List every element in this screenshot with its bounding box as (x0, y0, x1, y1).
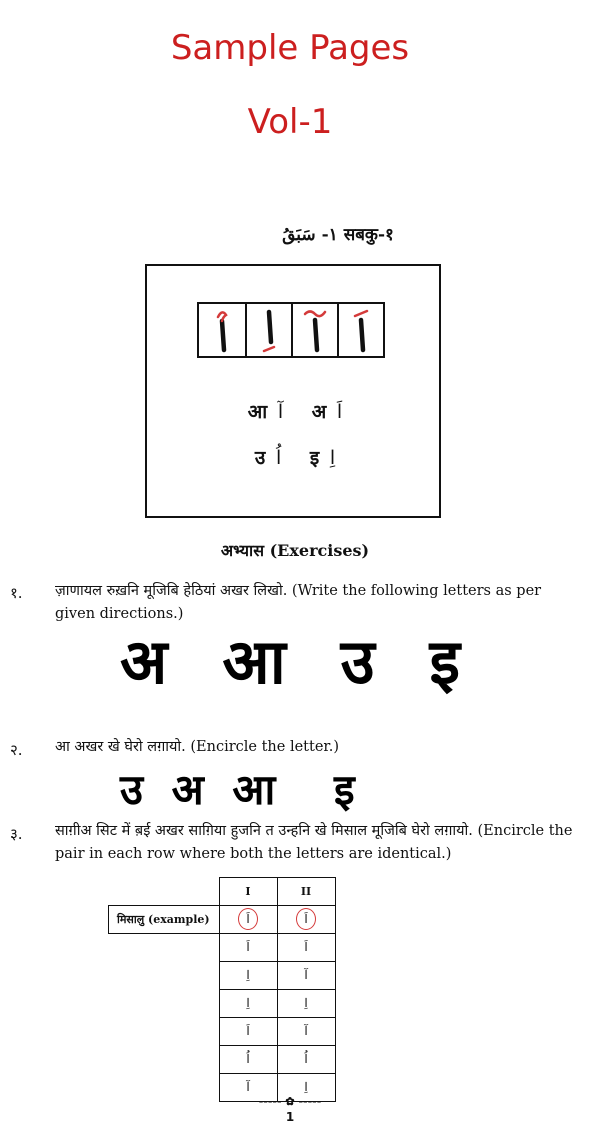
volume-title: Vol-1 (247, 102, 333, 142)
pair-line-2 (147, 444, 443, 470)
pair-cell[interactable]: اَ (219, 933, 277, 961)
pair-cell[interactable]: اِ (277, 1073, 335, 1101)
pair-cell[interactable]: آ (277, 961, 335, 989)
pair-cell[interactable]: اَ (277, 933, 335, 961)
question-3-number: ३. (10, 825, 23, 843)
pair-table (108, 877, 336, 1102)
column-header: I (219, 878, 277, 906)
pair-cell[interactable]: اَ (219, 1017, 277, 1045)
letter-cell (245, 304, 291, 356)
pair-cell[interactable]: اِ (219, 961, 277, 989)
question-1-number: १. (10, 584, 23, 602)
pair-cell[interactable]: آ (277, 1017, 335, 1045)
question-2-letters (120, 760, 380, 817)
encircle-letter: अ (171, 765, 204, 814)
question-2-number: २. (10, 741, 23, 759)
arabic-letter: آ (277, 401, 284, 423)
alif-madd-glyph (295, 306, 335, 354)
column-header: II (277, 878, 335, 906)
arabic-letter: اِ (329, 447, 336, 469)
arabic-letter: اَ (336, 401, 343, 423)
alif-zabar-glyph (341, 306, 381, 354)
letter-cell (291, 304, 337, 356)
circled-letter: اَ (296, 908, 316, 930)
practice-letter: अ (120, 625, 168, 698)
pair-cell[interactable]: اِ (219, 989, 277, 1017)
arabic-letter: اُ (275, 447, 282, 469)
deva-letter: उ (254, 447, 268, 469)
question-2-text: आ अखर खे घेरो लग़ायो. (Encircle the letter.) (55, 739, 340, 755)
arabic-letter-row (197, 302, 385, 358)
encircle-letter: उ (120, 765, 144, 814)
sample-pages-title: Sample Pages (170, 28, 410, 68)
letter-cell (199, 304, 245, 356)
exercises-heading: अभ्यास (Exercises) (220, 541, 370, 560)
encircle-letter: आ (232, 765, 276, 814)
table-row (109, 1017, 336, 1045)
circled-letter: اَ (238, 908, 258, 930)
lesson-box (145, 264, 441, 518)
table-row (109, 905, 336, 933)
pair-cell[interactable]: اُ (277, 1045, 335, 1073)
practice-letter: आ (222, 625, 286, 698)
table-row (109, 1045, 336, 1073)
practice-letter: इ (429, 625, 460, 698)
pair-cell[interactable]: اِ (277, 989, 335, 1017)
letter-cell (337, 304, 383, 356)
practice-letter: उ (340, 625, 375, 698)
example-label: मिसालु (example) (109, 905, 220, 933)
table-row (109, 933, 336, 961)
deva-letter: आ (247, 401, 270, 423)
question-1-text: ज़ाणायल रुख़नि मूजिबि हेठियां अखर लिखो. (Write the following letters as per given directions.) (55, 583, 542, 622)
page-number: 1 (285, 1110, 295, 1124)
question-1-letters (120, 618, 460, 702)
pair-cell[interactable]: آ (219, 1073, 277, 1101)
lesson-title: ١- سَبَقُ सबकु-१ (282, 225, 394, 245)
alif-zer-glyph (249, 306, 289, 354)
table-row (109, 989, 336, 1017)
table-row (109, 961, 336, 989)
encircle-letter: इ (333, 765, 355, 814)
deva-letter: इ (309, 447, 322, 469)
pair-cell[interactable]: اُ (219, 1045, 277, 1073)
footer-ornament: ----- ✿ ----- (258, 1095, 322, 1108)
alif-pesh-glyph (202, 306, 242, 354)
question-3-text: साग़ीअ सिट में ब़ई अखर साग़िया हुजनि त उन्हनि खे मिसाल मूजिबि घेरो लग़ायो. (Encircle the pair in each row where both the letters are identical.) (55, 823, 573, 862)
pair-line-1 (147, 398, 443, 424)
deva-letter: अ (311, 401, 329, 423)
